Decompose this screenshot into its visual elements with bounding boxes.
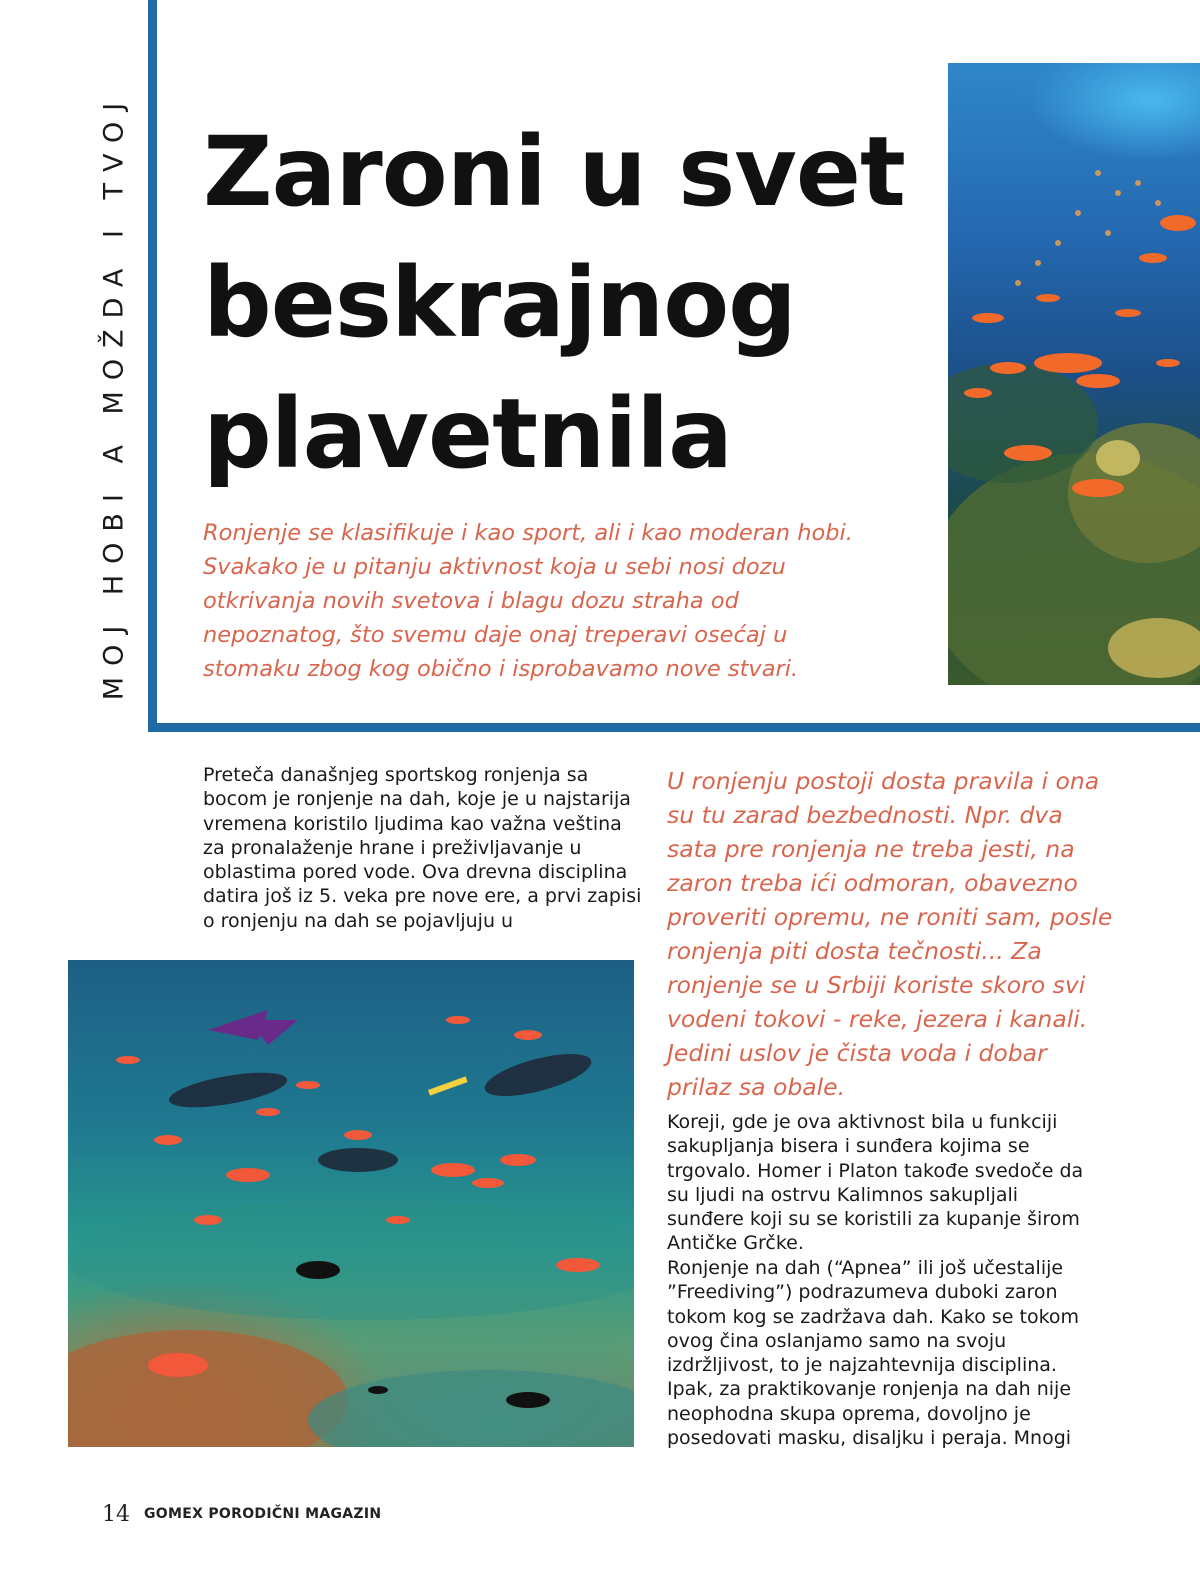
section-label: MOJ HOBI A MOŽDA I TVOJ: [98, 91, 130, 701]
body-paragraph-1: Preteča današnjeg sportskog ronjenja sa bocom je ronjenje na dah, koje je u najstarija vremena koristilo ljudima kao važna veština za pronalaženje hrane i preživljavanje u oblastima pored vode. Ova drevna disciplina datira još iz 5. veka pre nove ere, a prvi zapisi o ronjenju na dah se pojavljuju u: [203, 764, 642, 932]
section-label-wrap: [96, 91, 132, 701]
article-title: Zaroni u svet beskrajnog plavetnila: [203, 116, 905, 490]
coral-reef-illustration: [948, 63, 1200, 685]
pull-quote: U ronjenju postoji dosta pravila i ona su tu zarad bezbednosti. Npr. dva sata pre ronjenja ne treba jesti, na zaron treba ići odmoran, obavezno proveriti opremu, ne roniti sam, posle ronjenja piti dosta tečnosti... Za ronjenje se u Srbiji koriste skoro svi vodeni tokovi - reke, jezera i kanali. Jedini uslov je čista voda i dobar prilaz sa obale.: [667, 767, 1113, 1101]
divers-photo: [68, 960, 634, 1447]
page-number: 14: [102, 1502, 130, 1527]
frame-border-left: [148, 0, 157, 732]
frame-border-bottom: [148, 723, 1200, 732]
magazine-name: GOMEX PORODIČNI MAGAZIN: [144, 1506, 382, 1522]
body-paragraph-3: Ronjenje na dah (“Apnea” ili još učestalije ”Freediving”) podrazumeva duboki zaron tokom kog se zadržava dah. Kako se tokom ovog čina oslanjamo samo na svoju izdržljivost, to je najzahtevnija disciplina. Ipak, za praktikovanje ronjenja na dah nije neophodna skupa oprema, dovoljno je posedovati masku, disaljku i peraja. Mnogi: [667, 1257, 1080, 1450]
coral-reef-photo: [948, 63, 1200, 685]
article-lead: Ronjenje se klasifikuje i kao sport, ali i kao moderan hobi. Svakako je u pitanju aktivnost koja u sebi nosi dozu otkrivanja novih svetova i blagu dozu straha od nepoznatog, što svemu daje onaj treperavi osećaj u stomaku zbog kog obično i isprobavamo nove stvari.: [203, 520, 853, 682]
divers-illustration: [68, 960, 634, 1447]
body-paragraph-2: Koreji, gde je ova aktivnost bila u funkciji sakupljanja bisera i sunđera kojima se trgovalo. Homer i Platon takođe svedoče da su ljudi na ostrvu Kalimnos sakupljali sunđere koji su se koristili za kupanje širom Antičke Grčke.: [667, 1111, 1084, 1255]
